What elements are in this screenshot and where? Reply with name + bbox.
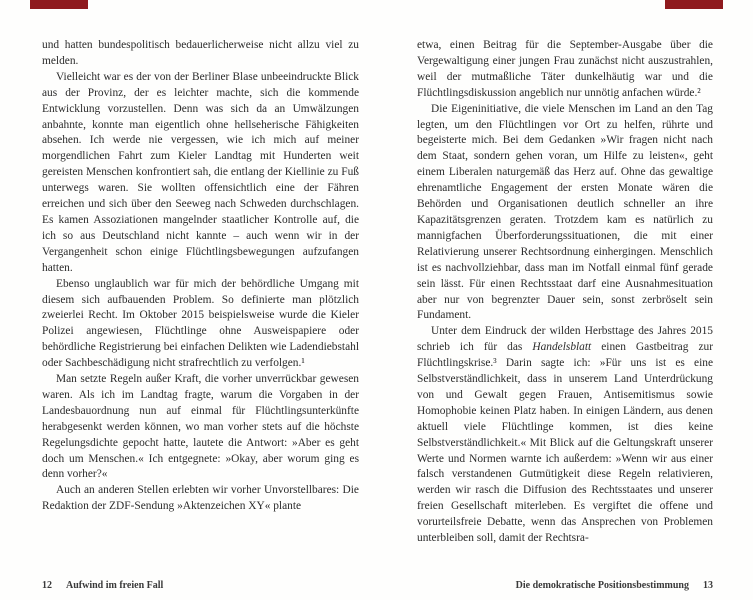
- cover-edge-top-left: [30, 0, 88, 9]
- publication-name: Handelsblatt: [532, 341, 592, 354]
- paragraph: Man setzte Regeln außer Kraft, die vorher unverrückbar gewesen waren. Als ich im Landtag fragte, warum die Vorgaben in der Landesbauordnung nun auf einmal für Flüchtlingsunterkünfte herabgesenkt werden können, wo man vorher stets auf die höchste Regelungsdichte gepocht hatte, lautete die Antwort: »Aber es geht doch um Menschen.« Ich entgegnete: »Okay, aber worum ging es denn vorher?«: [42, 373, 359, 481]
- paragraph-text: einen Gastbeitrag zur Flüchtlingskrise.³ Darin sagte ich: »Für uns ist es eine Selbstverständlichkeit, dass in unserem Land Unterdrückung von und Gewalt gegen Frauen, Antisemitismus sowie Homophobie keinen Platz haben. In einigen Ländern, aus denen aktuell viele Flüchtlinge kommen, ist dies keine Selbstverständlichkeit.« Mit Blick auf die Geltungskraft unserer Werte und Normen warnte ich außerdem: »Wenn wir aus einer falsch verstandenen Gutmütigkeit diese Regeln relativieren, werden wir rasch die Diffusion des Rechtsstaates und unserer freien Gesellschaft miterleben. Es vergiftet die offene und vorurteilsfreie Debatte, wenn das Ansprechen von Problemen unterbleiben soll, damit der Rechtsra-: [417, 341, 713, 545]
- paragraph-text: Unter dem Eindruck der wilden Herbsttage des Jahres 2015 schrieb ich für das: [417, 325, 713, 354]
- running-title: Aufwind im freien Fall: [66, 580, 164, 591]
- cover-edge-top-right: [665, 0, 723, 9]
- paragraph: Auch an anderen Stellen erlebten wir vorher Unvorstellbares: Die Redaktion der ZDF-Sendung »Aktenzeichen XY« plante: [42, 484, 359, 513]
- running-title: Die demokratische Positionsbestimmung: [515, 580, 689, 591]
- left-page-text-block: [42, 38, 359, 515]
- paragraph: Ebenso unglaublich war für mich der behördliche Umgang mit diesem sich aufbauenden Problem. So definierte man plötzlich zweierlei Recht. Im Oktober 2015 beispielsweise wurde die Kieler Polizei angewiesen, Flüchtlinge ohne Ausweispapiere oder behördliche Registrierung bei einfachen Delikten wie Ladendiebstahl oder Sachbeschädigung nicht strafrechtlich zu verfolgen.¹: [42, 277, 359, 370]
- paragraph: Vielleicht war es der von der Berliner Blase unbeeindruckte Blick aus der Provinz, der es leichter machte, sich die kommende Entwicklung vorzustellen. Denn was sich da an Umwälzungen anbahnte, konnte man eigentlich ohne hellseherische Fähigkeiten absehen. Ich werde nie vergessen, wie ich mich auf meiner morgendlichen Fahrt zum Kieler Landtag mit Hunderten weit gereisten Menschen konfrontiert sah, die entlang der Kiellinie zu Fuß unterwegs waren. Sie wollten offensichtlich eine der Fähren erreichen und sich über den Seeweg nach Schweden durchschlagen. Es kamen Assoziationen mangelnder staatlicher Kontrolle auf, die ich so aus Deutschland nicht kannte – auch wenn wir in der Vergangenheit schon einige Flüchtlingsbewegungen aufzufangen hatten.: [42, 70, 359, 274]
- right-page-footer: [417, 580, 713, 591]
- page-number: 12: [42, 580, 52, 591]
- paragraph: [417, 324, 713, 547]
- page-number: 13: [703, 580, 713, 591]
- left-page-footer: [42, 580, 359, 591]
- paragraph: etwa, einen Beitrag für die September-Ausgabe über die Vergewaltigung einer jungen Frau zunächst nicht auszustrahlen, weil der mutmaßliche Täter dunkelhäutig war und die Flüchtlingsdiskussion angeblich nur unnötig anfachen würde.²: [417, 39, 713, 99]
- paragraph: und hatten bundespolitisch bedauerlicherweise nicht allzu viel zu melden.: [42, 39, 359, 67]
- right-page-text-block: [417, 38, 713, 547]
- paragraph: Die Eigeninitiative, die viele Menschen im Land an den Tag legten, um den Flüchtlingen vor Ort zu helfen, rührte und begeisterte mich. Bei dem Gedanken »Wir fragen nicht nach dem Staat, sondern gehen voran, um Hilfe zu leisten«, geht einem Liberalen naturgemäß das Herz auf. Ohne das gewaltige ehrenamtliche Engagement der ersten Monate wären die Behörden und Organisationen deutlich schneller an ihre Kapazitätsgrenzen geraten. Trotzdem kam es natürlich zu mannigfachen Überforderungssituationen, die mit einer Relativierung unserer Rechtsordnung einhergingen. Menschlich ist es nachvollziehbar, dass man im Notfall einmal fünf gerade sein lässt. Für einen Rechtsstaat darf eine Ausnahmesituation aber nur von begrenzter Dauer sein, sonst zerbröselt sein Fundament.: [417, 102, 713, 322]
